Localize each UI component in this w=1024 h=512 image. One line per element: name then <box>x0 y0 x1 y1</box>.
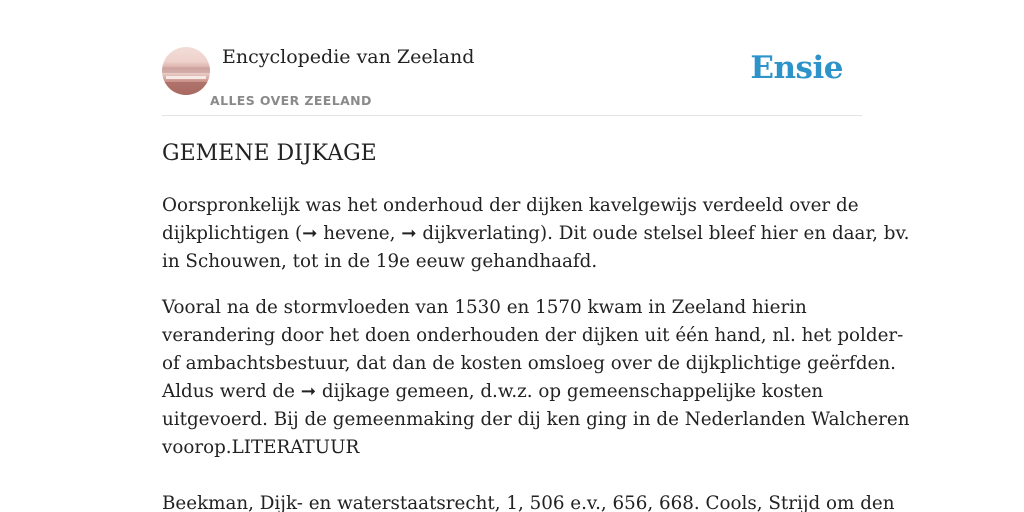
text: , <box>389 223 402 244</box>
arrow-icon: ➞ <box>300 381 317 402</box>
link-dijkverlating[interactable]: dijkverlating <box>422 223 540 244</box>
paragraph-1 <box>162 192 910 276</box>
link-dijkage[interactable]: dijkage <box>321 381 390 402</box>
paragraph-line: in Schouwen, tot in de 19e eeuw gehandhaafd. <box>162 251 598 272</box>
site-header <box>162 0 862 116</box>
site-avatar[interactable] <box>162 47 210 95</box>
article-page <box>162 0 910 512</box>
site-tagline: ALLES OVER ZEELAND <box>210 93 372 108</box>
paragraph-line <box>162 220 910 248</box>
ensie-logo[interactable]: Ensie <box>750 50 843 86</box>
paragraph-line: of ambachtsbestuur, dat dan de kosten omsloeg over de dijkplichtige geërfden. <box>162 353 896 374</box>
paragraph-2 <box>162 294 910 462</box>
text: gemeen, d.w.z. op gemeenschappelijke kosten <box>389 381 824 402</box>
text: ). Dit oude stelsel bleef hier en daar, bv. <box>540 223 910 244</box>
link-hevene[interactable]: hevene <box>323 223 390 244</box>
paragraph-line: voorop.LITERATUUR <box>162 437 360 458</box>
article-body <box>162 192 910 512</box>
site-title[interactable]: Encyclopedie van Zeeland <box>222 46 475 68</box>
paragraph-line: Beekman, Dijk- en waterstaatsrecht, 1, 506 e.v., 656, 668. Cools, Strijd om den <box>162 493 895 512</box>
paragraph-line: uitgevoerd. Bij de gemeenmaking der dij ken ging in de Nederlanden Walcheren <box>162 409 910 430</box>
paragraph-line: Vooral na de stormvloeden van 1530 en 1570 kwam in Zeeland hierin <box>162 297 807 318</box>
paragraph-line: verandering door het doen onderhouden der dijken uit één hand, nl. het polder- <box>162 325 904 346</box>
arrow-icon: ➞ <box>401 223 417 244</box>
paragraph-line <box>162 378 862 406</box>
arrow-icon: ➞ <box>302 223 318 244</box>
text: Aldus werd de <box>162 381 301 402</box>
paragraph-line: Oorspronkelijk was het onderhoud der dijken kavelgewijs verdeeld over de <box>162 195 859 216</box>
text: dijkplichtigen ( <box>162 223 303 244</box>
paragraph-3 <box>162 490 895 512</box>
page-title: GEMENE DIJKAGE <box>162 141 377 166</box>
